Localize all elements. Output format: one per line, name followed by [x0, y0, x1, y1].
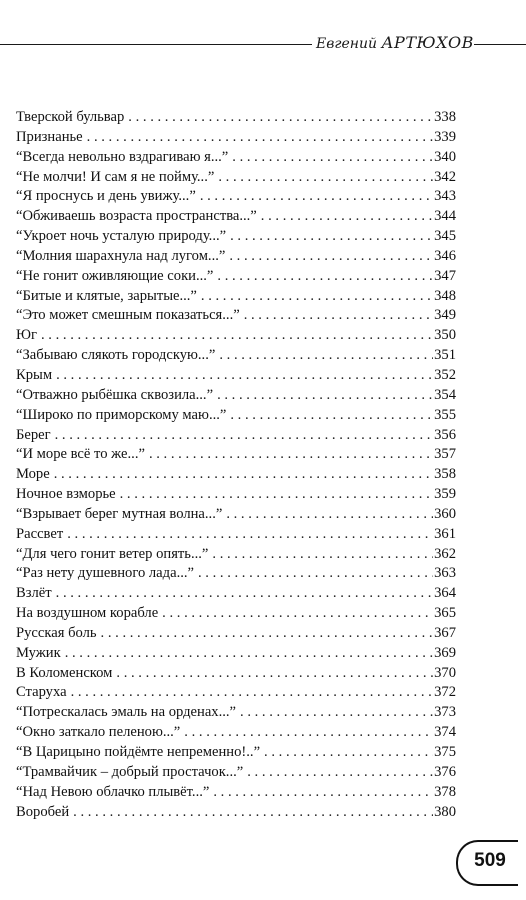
toc-entry: [16, 346, 456, 366]
dot-leader: [264, 743, 433, 763]
toc-entry-page: 340: [434, 148, 456, 165]
dot-leader: [226, 505, 433, 525]
toc-entry-page: 357: [434, 446, 456, 463]
toc-entry-title: Русская боль: [16, 624, 97, 641]
toc-entry-page: 370: [434, 664, 456, 681]
toc-entry-page: 369: [434, 644, 456, 661]
toc-entry-page: 378: [434, 783, 456, 800]
dot-leader: [41, 326, 433, 346]
toc-entry: [16, 247, 456, 267]
toc-entry: [16, 783, 456, 803]
toc-entry: [16, 545, 456, 565]
toc-entry-title: Тверской бульвар: [16, 109, 125, 125]
toc-entry-title: “Это может смешным показаться...”: [16, 307, 240, 324]
toc-entry: [16, 108, 456, 128]
toc-entry-page: 345: [434, 228, 456, 245]
toc-entry-page: 339: [434, 128, 456, 145]
dot-leader: [198, 564, 433, 584]
dot-leader: [56, 366, 433, 386]
dot-leader: [232, 148, 433, 168]
toc-entry-page: 350: [434, 327, 456, 344]
toc-entry-page: 355: [434, 406, 456, 423]
toc-entry: [16, 306, 456, 326]
toc-entry: [16, 386, 456, 406]
toc-entry: [16, 485, 456, 505]
toc-entry-title: “И море всё то же...”: [16, 446, 145, 463]
dot-leader: [212, 545, 433, 565]
dot-leader: [54, 465, 433, 485]
dot-leader: [213, 783, 433, 803]
toc-entry-page: 373: [434, 704, 456, 721]
toc-entry-page: 347: [434, 267, 456, 284]
dot-leader: [56, 584, 433, 604]
toc-entry: [16, 426, 456, 446]
toc-entry: [16, 664, 456, 684]
toc-entry-title: На воздушном корабле: [16, 605, 159, 622]
toc-entry: [16, 763, 456, 783]
toc-entry-page: 367: [434, 624, 456, 641]
toc-entry-title: Старуха: [16, 684, 67, 701]
dot-leader: [200, 187, 433, 207]
header-rule: [0, 44, 312, 45]
dot-leader: [217, 386, 433, 406]
toc-entry-title: “Над Невою облачко плывёт...”: [16, 783, 210, 800]
toc-entry: [16, 148, 456, 168]
dot-leader: [244, 306, 433, 326]
dot-leader: [128, 108, 433, 128]
toc-entry-title: В Коломенском: [16, 664, 113, 681]
dot-leader: [218, 168, 433, 188]
toc-entry-title: “Потрескалась эмаль на орденах...”: [16, 704, 237, 721]
toc-entry-page: 346: [434, 247, 456, 264]
toc-entry-title: “Трамвайчик – добрый простачок...”: [16, 763, 244, 780]
toc-entry: [16, 366, 456, 386]
toc-entry-page: 376: [434, 763, 456, 780]
toc-entry: [16, 187, 456, 207]
toc-entry-page: 356: [434, 426, 456, 443]
dot-leader: [101, 624, 434, 644]
dot-leader: [149, 445, 433, 465]
toc-entry-page: 351: [434, 347, 456, 364]
dot-leader: [71, 683, 434, 703]
toc-entry: [16, 445, 456, 465]
dot-leader: [247, 763, 433, 783]
toc-entry: [16, 723, 456, 743]
toc-entry-title: Крым: [16, 366, 53, 383]
running-head: [316, 33, 472, 54]
toc-entry-page: 372: [434, 684, 456, 701]
toc-entry-page: 352: [434, 366, 456, 383]
dot-leader: [67, 525, 433, 545]
dot-leader: [240, 703, 433, 723]
toc-entry: [16, 584, 456, 604]
toc-entry-title: Воробей: [16, 803, 70, 820]
dot-leader: [184, 723, 433, 743]
toc-entry: [16, 644, 456, 664]
dot-leader: [229, 247, 433, 267]
toc-entry-page: 362: [434, 545, 456, 562]
toc-entry: [16, 525, 456, 545]
toc-entry-page: 343: [434, 188, 456, 205]
toc-entry-page: 364: [434, 585, 456, 602]
dot-leader: [116, 664, 433, 684]
toc-entry-title: “Битые и клятые, зарытые...”: [16, 287, 197, 304]
toc-entry-title: “Для чего гонит ветер опять...”: [16, 545, 209, 562]
toc-entry-title: “Укроет ночь усталую природу...”: [16, 228, 227, 245]
author-first-name: Евгений: [316, 36, 377, 52]
toc-entry: [16, 267, 456, 287]
dot-leader: [162, 604, 433, 624]
toc-entry: [16, 287, 456, 307]
toc-entry: [16, 326, 456, 346]
dot-leader: [230, 406, 433, 426]
toc-entry: [16, 505, 456, 525]
dot-leader: [217, 267, 433, 287]
toc-entry-title: “Не гонит оживляющие соки...”: [16, 267, 214, 284]
dot-leader: [55, 426, 433, 446]
toc-entry-page: 358: [434, 466, 456, 483]
toc-entry: [16, 406, 456, 426]
toc-entry-page: 354: [434, 386, 456, 403]
toc-entry-page: 360: [434, 505, 456, 522]
toc-entry-page: 365: [434, 605, 456, 622]
toc-entry: [16, 624, 456, 644]
toc-entry: [16, 683, 456, 703]
toc-entry-title: Море: [16, 466, 50, 483]
dot-leader: [219, 346, 433, 366]
toc-entry-page: 344: [434, 208, 456, 225]
toc-entry-title: “Молния шарахнула над лугом...”: [16, 247, 226, 264]
toc-entry-page: 363: [434, 565, 456, 582]
author-last-name: АРТЮХОВ: [381, 33, 474, 52]
toc-entry: [16, 207, 456, 227]
toc-entry-title: “В Царицыно пойдёмте непременно!..”: [16, 744, 261, 760]
toc-entry-title: “Забываю слякоть городскую...”: [16, 347, 216, 364]
toc-entry-title: “Обживаешь возраста пространства...”: [16, 208, 257, 225]
toc-entry: [16, 465, 456, 485]
toc-entry: [16, 227, 456, 247]
toc-entry-title: “Не молчи! И сам я не пойму...”: [16, 168, 215, 185]
header-rule: [474, 44, 526, 45]
dot-leader: [87, 128, 433, 148]
toc-entry: [16, 564, 456, 584]
toc-entry: [16, 604, 456, 624]
toc-entry-title: Ночное взморье: [16, 486, 116, 503]
toc-entry-page: 380: [434, 803, 456, 820]
table-of-contents: [16, 108, 456, 822]
toc-entry-title: “Окно заткало пеленою...”: [16, 724, 181, 741]
dot-leader: [201, 287, 433, 307]
dot-leader: [230, 227, 433, 247]
toc-entry-title: Признанье: [16, 128, 83, 145]
toc-entry-title: Мужик: [16, 644, 61, 661]
toc-entry-page: 359: [434, 486, 456, 503]
toc-entry-title: “Раз нету душевного лада...”: [16, 565, 194, 582]
toc-entry-title: Берег: [16, 426, 51, 443]
dot-leader: [261, 207, 433, 227]
dot-leader: [65, 644, 433, 664]
toc-entry-page: 338: [434, 109, 456, 125]
toc-entry: [16, 703, 456, 723]
toc-entry-title: “Широко по приморскому маю...”: [16, 406, 227, 423]
toc-entry-title: “Всегда невольно вздрагиваю я...”: [16, 148, 229, 165]
toc-entry-page: 361: [434, 525, 456, 542]
toc-entry-title: “Взрывает берег мутная волна...”: [16, 505, 223, 522]
toc-entry: [16, 743, 456, 763]
toc-entry: [16, 128, 456, 148]
toc-entry-title: “Я проснусь и день увижу...”: [16, 188, 196, 205]
toc-entry-title: Рассвет: [16, 525, 64, 542]
dot-leader: [120, 485, 433, 505]
dot-leader: [73, 803, 433, 823]
toc-entry: [16, 803, 456, 823]
toc-entry: [16, 168, 456, 188]
toc-entry-page: 374: [434, 724, 456, 741]
page-number: 509: [474, 850, 506, 871]
toc-entry-page: 349: [434, 307, 456, 324]
toc-entry-page: 375: [434, 744, 456, 760]
toc-entry-title: “Отважно рыбёшка сквозила...”: [16, 386, 214, 403]
toc-entry-page: 342: [434, 168, 456, 185]
toc-entry-title: Юг: [16, 327, 37, 344]
toc-entry-page: 348: [434, 287, 456, 304]
toc-entry-title: Взлёт: [16, 585, 52, 602]
